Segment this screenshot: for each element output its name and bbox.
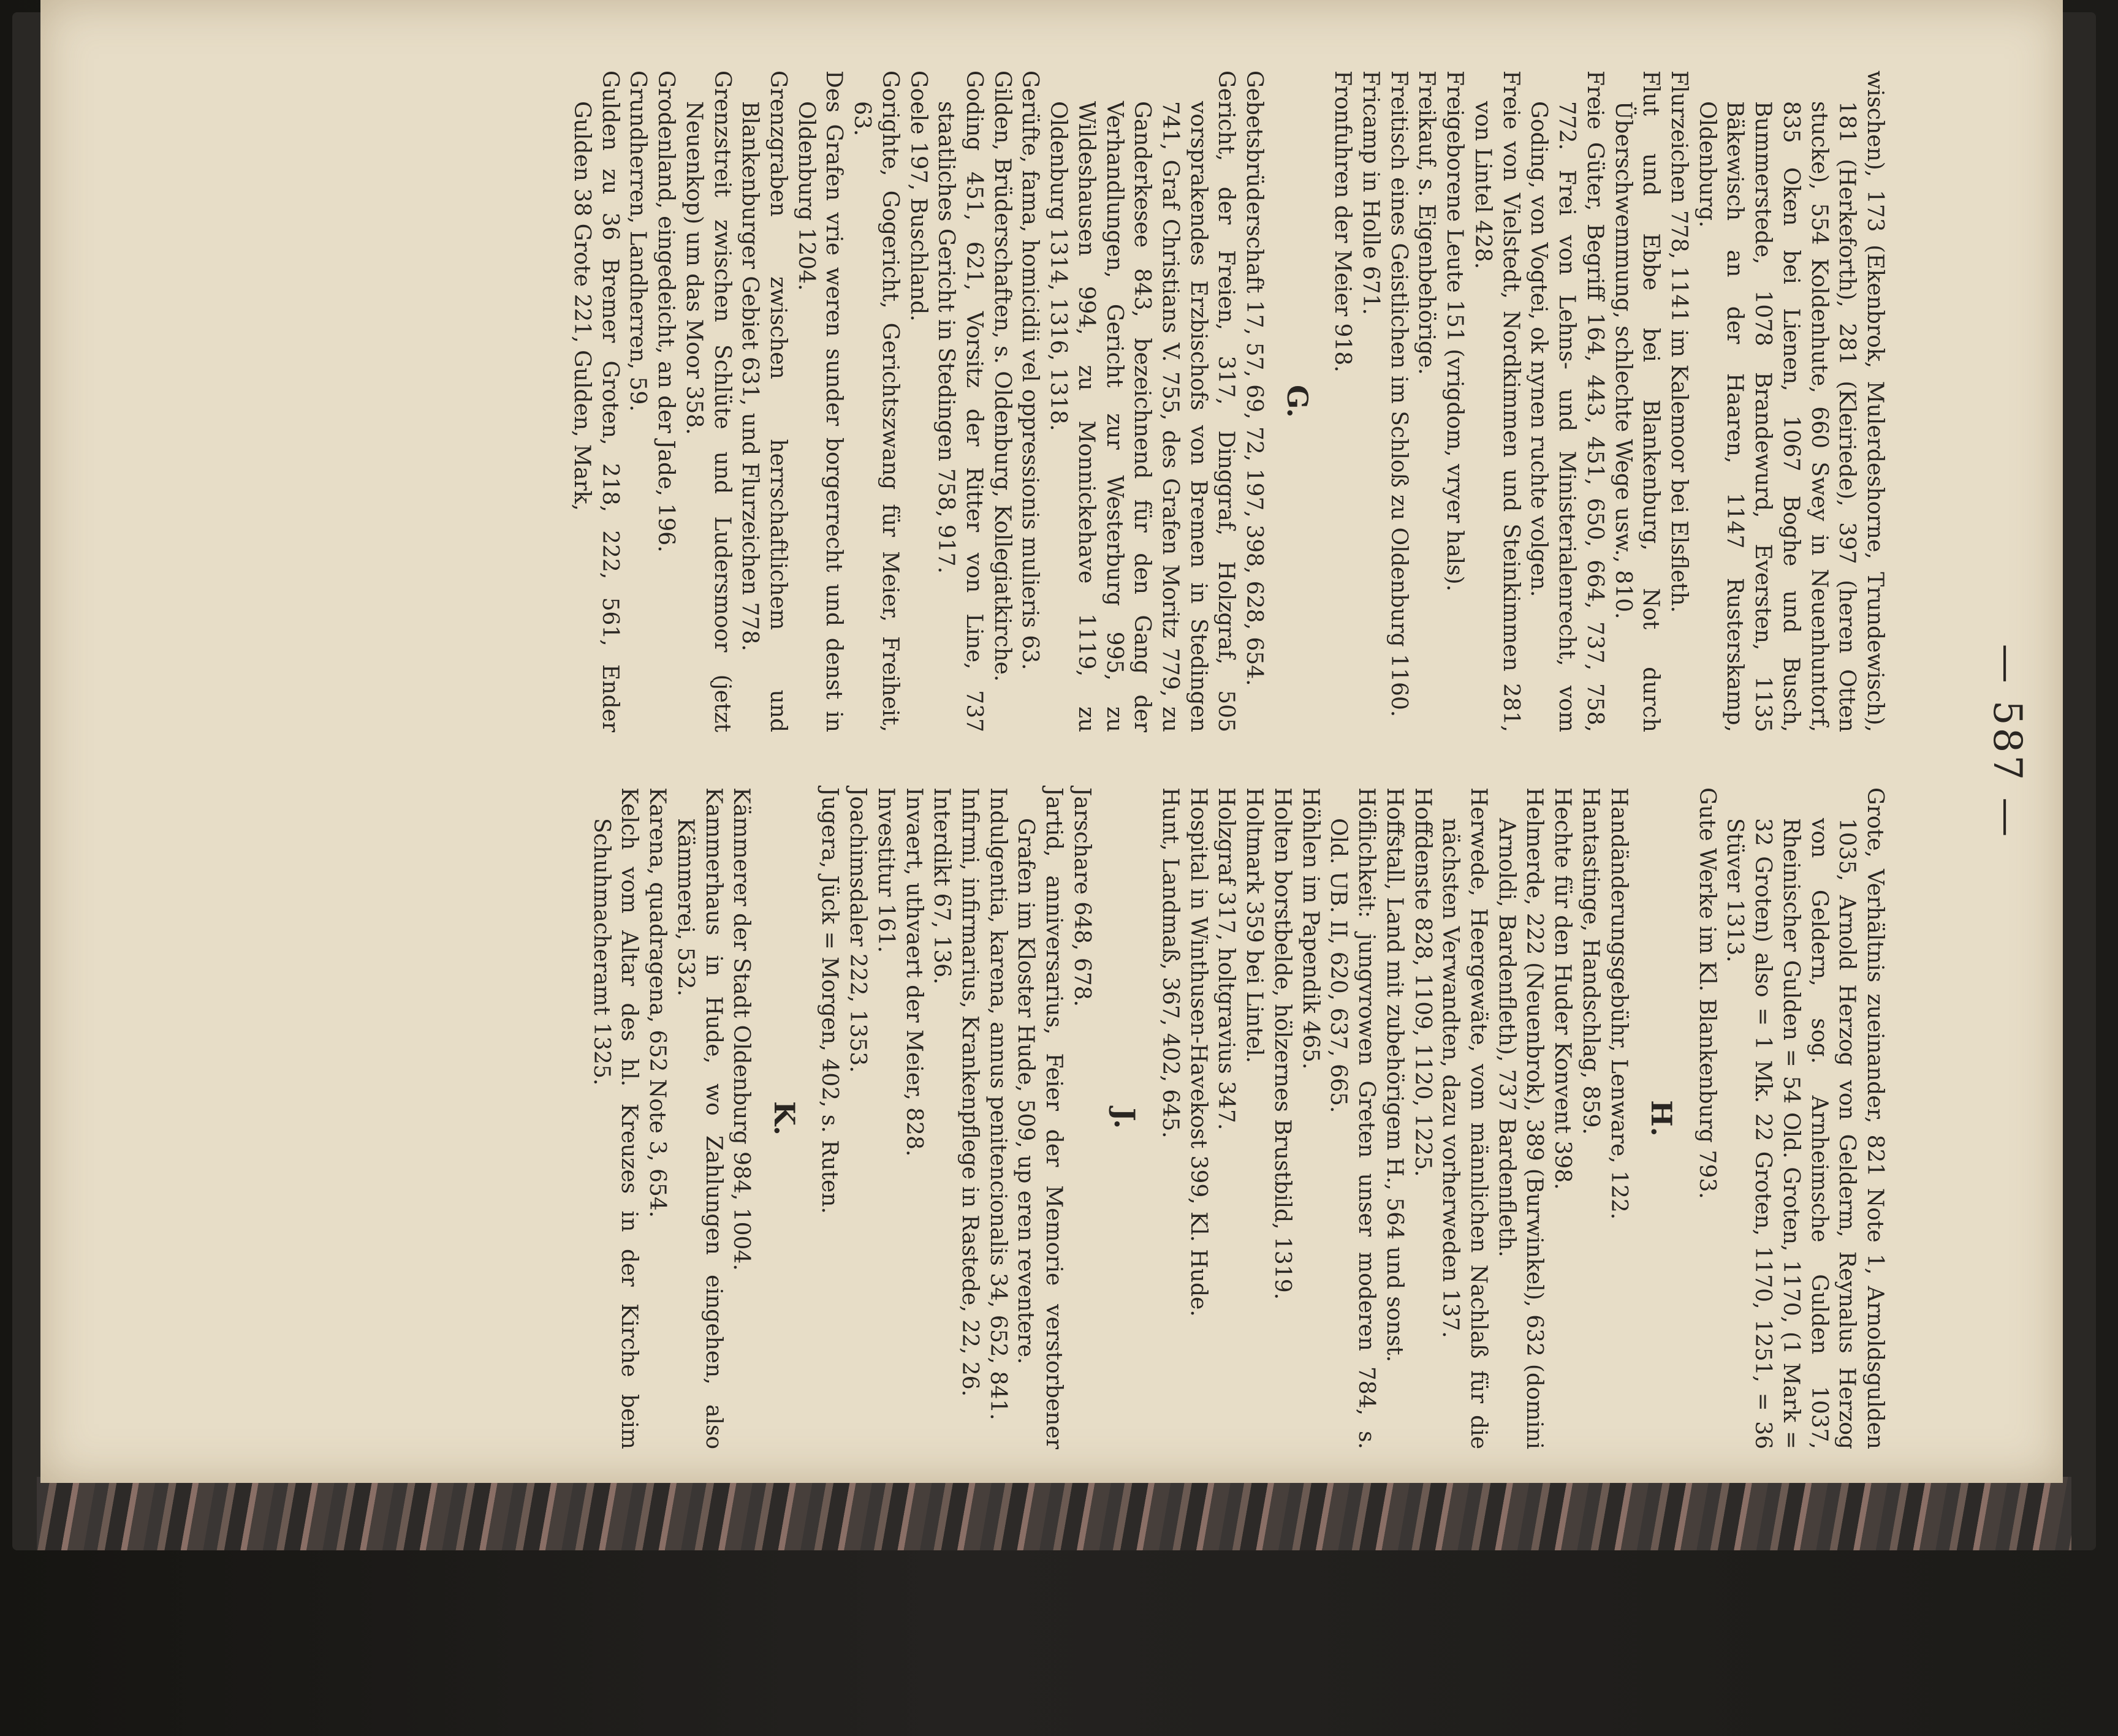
index-entry: Freigeborene Leute 151 (vrigdom, vryer hals). — [1442, 70, 1468, 592]
index-entry: Freikauf, s. Eigenbehörige. — [1414, 70, 1440, 375]
section-heading: J. — [1108, 1107, 1142, 1129]
index-entry: Hospital in Winthusen-Havekost 399, Kl. Hude. — [1185, 787, 1211, 1317]
marbled-edge — [37, 1477, 2071, 1550]
index-entry: Herwede, Heergewäte, vom männlichen Nachlaß für die nächsten Verwandten, dazu vorherweden 137. — [1438, 787, 1491, 1449]
index-entry: Höflichkeit: jungvrowen Greten unser moderen 784, s. Old. UB. II, 620, 637, 665. — [1326, 787, 1380, 1449]
index-entry: Jugera, Jück = Morgen, 402, s. Ruten. — [817, 787, 843, 1214]
index-entry: Gerüfte, fama, homicidii vel oppressionis mulieris 63. — [1017, 70, 1043, 670]
index-entry: Holten borstbelde, hölzernes Brustbild, 1319. — [1269, 787, 1295, 1300]
left-column — [567, 70, 1889, 732]
index-entry: Grodenland, eingedeicht, an der Jade, 196. — [653, 70, 679, 553]
index-entry: Goding 451, 621, Vorsitz der Ritter von Line, 737 staatliches Gericht in Stedingen 758, 917. — [933, 70, 987, 732]
index-entry: Gulden zu 36 Bremer Groten, 218, 222, 561, Ender Gulden 38 Grote 221, Gulden, Mark, — [569, 70, 623, 732]
index-entry: Joachimsdaler 222, 1353. — [845, 787, 871, 1073]
index-entry: Flut und Ebbe bei Blankenburg, Not durch Überschwemmung, schlechte Wege usw., 810. — [1610, 70, 1664, 732]
index-entry: Interdikt 67, 136. — [929, 787, 955, 985]
index-entry: Grundherren, Landherren, 59. — [625, 70, 651, 412]
index-entry: Des Grafen vrie weren sunder borgerrecht und denst in Oldenburg 1204. — [793, 70, 847, 732]
index-entry: Goele 197, Buschland. — [905, 70, 931, 322]
index-entry: wischen), 173 (Ekenbrok, Mulerdeshorne, Trundewisch), 181 (Herkeforth), 281 (Kleiriede), 397 (heren Otten stucke), 554 Koldenhute, 660 Swey in Neuenhuntorf, 835 Oken bei Lienen, 1067 Boghe und Busch, Bummerstede, 1078 Brandewurd, Eversten, 1135 Bäkewisch an der Haaren, 1147 Rusterskamp, Oldenburg. — [1694, 70, 1888, 732]
section-heading: K. — [767, 1101, 801, 1135]
index-entry: Freie Güter, Begriff 164, 443, 451, 650, 664, 737, 758, 772. Frei von Lehns- und Ministerialenrecht, vom Goding, von Vogtei, ok nynen ruchte volgen. — [1526, 70, 1607, 732]
index-entry: Flurzeichen 778, 1141 im Kalemoor bei Elsfleth. — [1666, 70, 1691, 613]
index-entry: Gorighte, Gogericht, Gerichtszwang für Meier, Freiheit, 63. — [849, 70, 903, 732]
index-entry: Hantastinge, Handschlag, 859. — [1577, 787, 1603, 1135]
index-entry: Jarschare 648, 678. — [1069, 787, 1095, 1007]
index-entry: Fronfuhren der Meier 918. — [1330, 70, 1356, 373]
section-heading: G. — [1280, 385, 1314, 418]
index-entry: Hoffstall, Land mit zubehörigem H., 564 und sonst. — [1381, 787, 1407, 1363]
index-entry: Holzgraf 317, holtgravius 347. — [1213, 787, 1239, 1131]
book-page — [40, 0, 2063, 1483]
index-entry: Gute Werke im Kl. Blankenburg 793. — [1694, 787, 1720, 1199]
index-entry: Hechte für den Huder Konvent 398. — [1550, 787, 1576, 1190]
index-entry: Gebetsbrüderschaft 17, 57, 69, 72, 197, 398, 628, 654. — [1242, 70, 1267, 686]
index-entry: Grenzgraben zwischen herrschaftlichem und Blankenburger Gebiet 631, und Flurzeichen 778. — [737, 70, 791, 732]
index-entry: Hoffdenste 828, 1109, 1120, 1225. — [1410, 787, 1435, 1177]
section-heading: H. — [1644, 1100, 1678, 1137]
rotated-text-block — [136, 34, 2048, 1449]
index-entry: Holtmark 359 bei Lintel. — [1242, 787, 1267, 1063]
index-entry: Grote, Verhältnis zueinander, 821 Note 1, Arnoldsgulden 1035, Arnold Herzog von Gelderm, Reynalus Herzog von Geldern, sog. Arnheimsche Gulden 1037, Rheinischer Gulden = 54 Old. Groten, 1170, (1 Mark = 32 Groten) also = 1 Mk. 22 Groten, 1170, 1251, = 36 Stüver 1313. — [1722, 787, 1888, 1449]
index-entry: Hunt, Landmaß, 367, 402, 645. — [1158, 787, 1183, 1139]
index-entry: Invaert, uthvaert der Meier, 828. — [901, 787, 927, 1157]
index-entry: Kämmerer der Stadt Oldenburg 984, 1004. — [729, 787, 754, 1271]
index-entry: Fricamp in Holle 671. — [1358, 70, 1384, 316]
index-entry: Karena, quadragena, 652 Note 3, 654. — [645, 787, 670, 1218]
index-entry: Kelch vom Altar des hl. Kreuzes in der Kirche beim Schuhmacheramt 1325. — [588, 787, 642, 1449]
index-entry: Jartid, anniversarius, Feier der Memorie verstorbener Grafen im Kloster Hude, 509, up eren reventere. — [1013, 787, 1067, 1449]
index-entry: Helmerde, 222 (Neuenbrok), 389 (Burwinkel), 632 (domini Arnoldi, Bardenfleth), 737 Bardenfleth. — [1494, 787, 1547, 1449]
index-entry: Freie von Vielstedt, Nordkimmen und Steinkimmen 281, von Lintel 428. — [1470, 70, 1524, 732]
index-entry: Freitisch eines Geistlichen im Schloß zu Oldenburg 1160. — [1386, 70, 1411, 718]
index-entry: Gericht, der Freien, 317, Dinggraf, Holzgraf, 505 vorsprakendes Erzbischofs von Bremen in Stedingen 741, Graf Christians V. 755, des Grafen Moritz 779, zu Ganderkesee 843, bezeichnend für den Gang der Verhandlungen, Gericht zur Westerburg 995, zu Wildeshausen 994, zu Monnickehave 1119, zu Oldenburg 1314, 1316, 1318. — [1046, 70, 1239, 732]
right-column — [587, 787, 1889, 1449]
index-entry: Infirmi, infirmarius, Krankenpflege in Rastede, 22, 26. — [957, 787, 983, 1397]
index-entry: Gilden, Brüderschaften, s. Oldenburg, Kollegiatkirche. — [989, 70, 1015, 682]
index-entry: Investitur 161. — [873, 787, 898, 953]
index-entry: Handänderungsgebühr, Lenware, 122. — [1606, 787, 1631, 1220]
index-entry: Höhlen im Papendik 465. — [1297, 787, 1323, 1070]
index-entry: Indulgentia, karena, annus penitencionalis 34, 652, 841. — [985, 787, 1011, 1420]
page-number: — 587 — — [1984, 643, 2030, 840]
index-entry: Grenzstreit zwischen Schlüte und Ludersmoor (jetzt Neuenkop) um das Moor 358. — [681, 70, 735, 732]
index-entry: Kammerhaus in Hude, wo Zahlungen eingehen, also Kämmerei, 532. — [672, 787, 726, 1449]
